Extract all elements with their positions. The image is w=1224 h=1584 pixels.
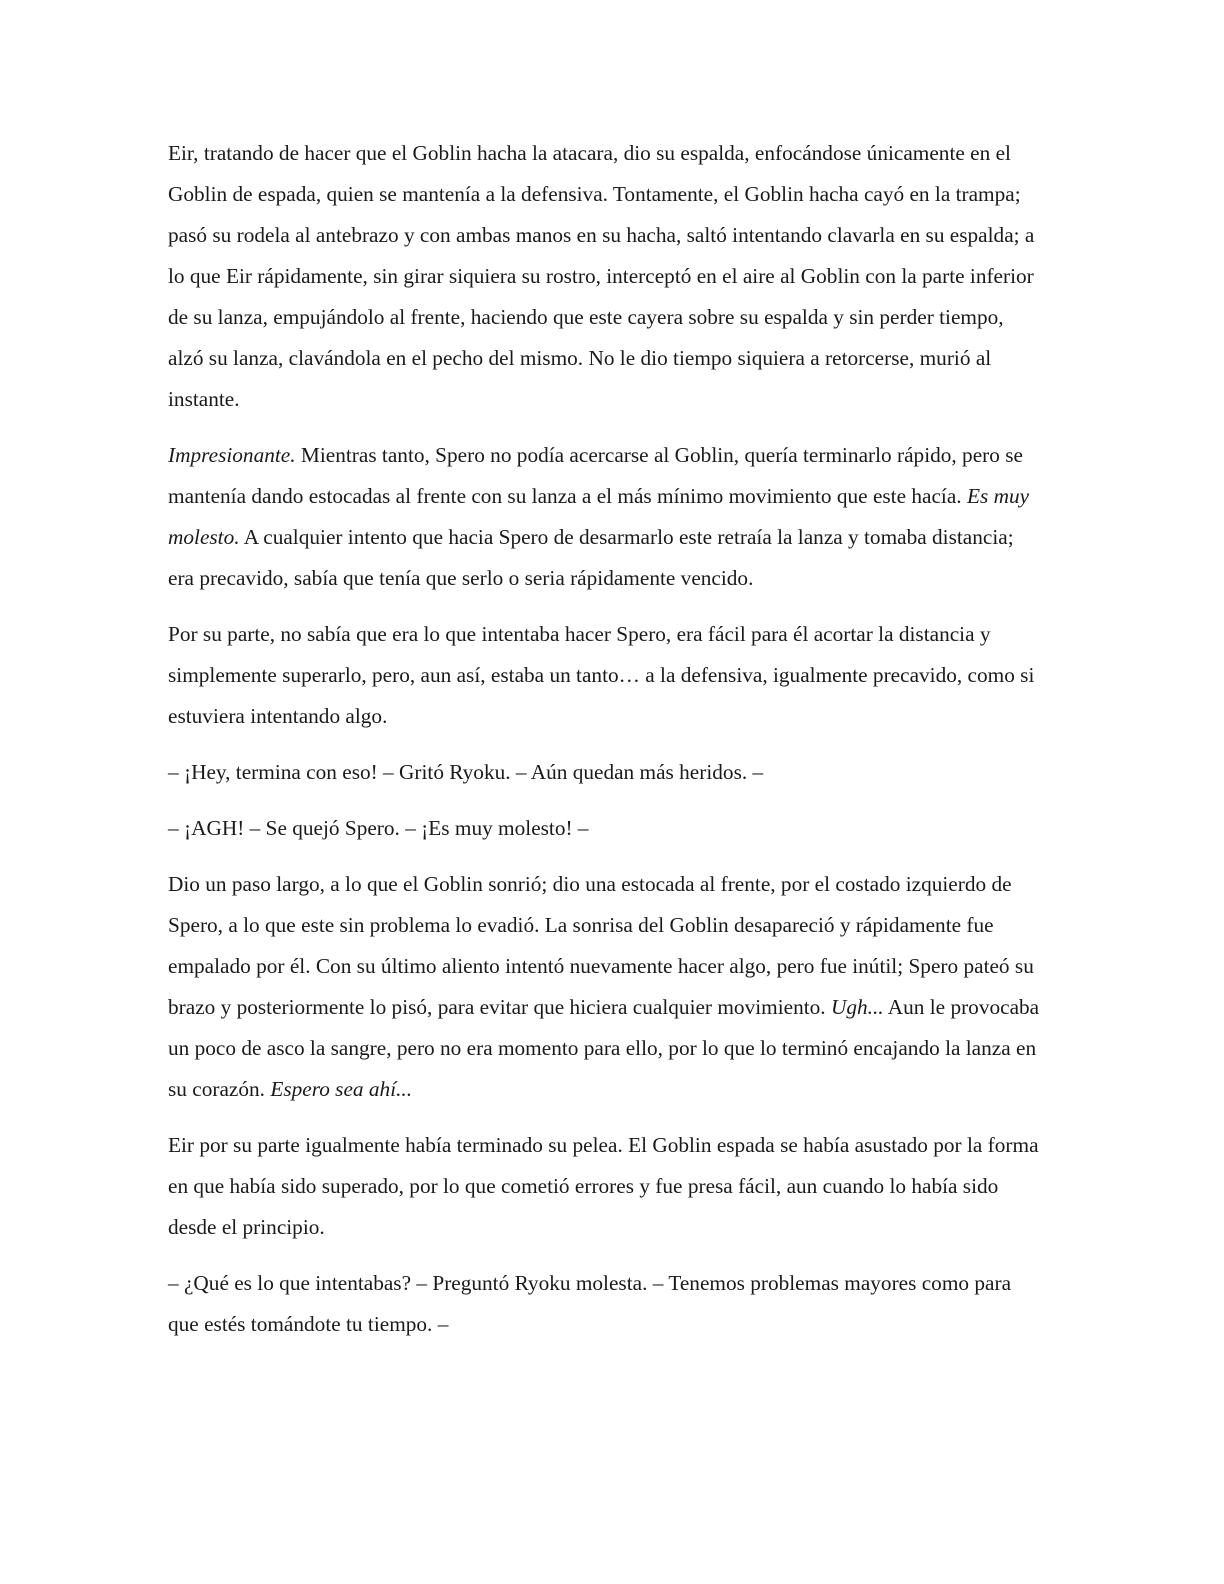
paragraph-6 — [168, 864, 1040, 1110]
paragraph-1 — [168, 133, 1040, 420]
italic-thought: Impresionante. — [168, 443, 296, 467]
paragraph-3 — [168, 614, 1040, 737]
paragraph-text: A cualquier intento que hacia Spero de desarmarlo este retraía la lanza y tomaba distancia; era precavido, sabía que tenía que serlo o seria rápidamente vencido. — [168, 525, 1014, 590]
paragraph-text: Por su parte, no sabía que era lo que intentaba hacer Spero, era fácil para él acortar la distancia y simplemente superarlo, pero, aun así, estaba un tanto… a la defensiva, igualmente precavido, como si estuviera intentando algo. — [168, 622, 1035, 728]
paragraph-7 — [168, 1125, 1040, 1248]
dialogue-text: – ¿Qué es lo que intentabas? – Preguntó Ryoku molesta. – Tenemos problemas mayores como para que estés tomándote tu tiempo. – — [168, 1271, 1012, 1336]
paragraph-text: Eir, tratando de hacer que el Goblin hacha la atacara, dio su espalda, enfocándose únicamente en el Goblin de espada, quien se mantenía a la defensiva. Tontamente, el Goblin hacha cayó en la trampa; pasó su rodela al antebrazo y con ambas manos en su hacha, saltó intentando clavarla en su espalda; a lo que Eir rápidamente, sin girar siquiera su rostro, interceptó en el aire al Goblin con la parte inferior de su lanza, empujándolo al frente, haciendo que este cayera sobre su espalda y sin perder tiempo, alzó su lanza, clavándola en el pecho del mismo. No le dio tiempo siquiera a retorcerse, murió al instante. — [168, 141, 1035, 411]
paragraph-text: Aun le provocaba un poco de asco la sangre, pero no era momento para ello, por lo que lo terminó encajando la lanza en su corazón. — [168, 995, 1040, 1101]
italic-thought: Espero sea ahí... — [270, 1077, 413, 1101]
paragraph-text: Eir por su parte igualmente había terminado su pelea. El Goblin espada se había asustado por la forma en que había sido superado, por lo que cometió errores y fue presa fácil, aun cuando lo había sido desde el principio. — [168, 1133, 1039, 1239]
paragraph-text: Mientras tanto, Spero no podía acercarse al Goblin, quería terminarlo rápido, pero se mantenía dando estocadas al frente con su lanza a el más mínimo movimiento que este hacía. — [168, 443, 1023, 508]
dialogue-line-3 — [168, 1263, 1040, 1345]
paragraph-2 — [168, 435, 1040, 599]
italic-thought: Es muy molesto. — [168, 484, 1030, 549]
paragraph-text: Dio un paso largo, a lo que el Goblin sonrió; dio una estocada al frente, por el costado izquierdo de Spero, a lo que este sin problema lo evadió. La sonrisa del Goblin desapareció y rápidamente fue empalado por él. Con su último aliento intentó nuevamente hacer algo, pero fue inútil; Spero pateó su brazo y posteriormente lo pisó, para evitar que hiciera cualquier movimiento. — [168, 872, 1034, 1019]
dialogue-line-1 — [168, 752, 1040, 793]
dialogue-text: – ¡AGH! – Se quejó Spero. – ¡Es muy molesto! – — [168, 816, 589, 840]
italic-thought: Ugh... — [830, 995, 884, 1019]
document-page — [168, 133, 1040, 1360]
dialogue-line-2 — [168, 808, 1040, 849]
dialogue-text: – ¡Hey, termina con eso! – Gritó Ryoku. – Aún quedan más heridos. – — [168, 760, 764, 784]
